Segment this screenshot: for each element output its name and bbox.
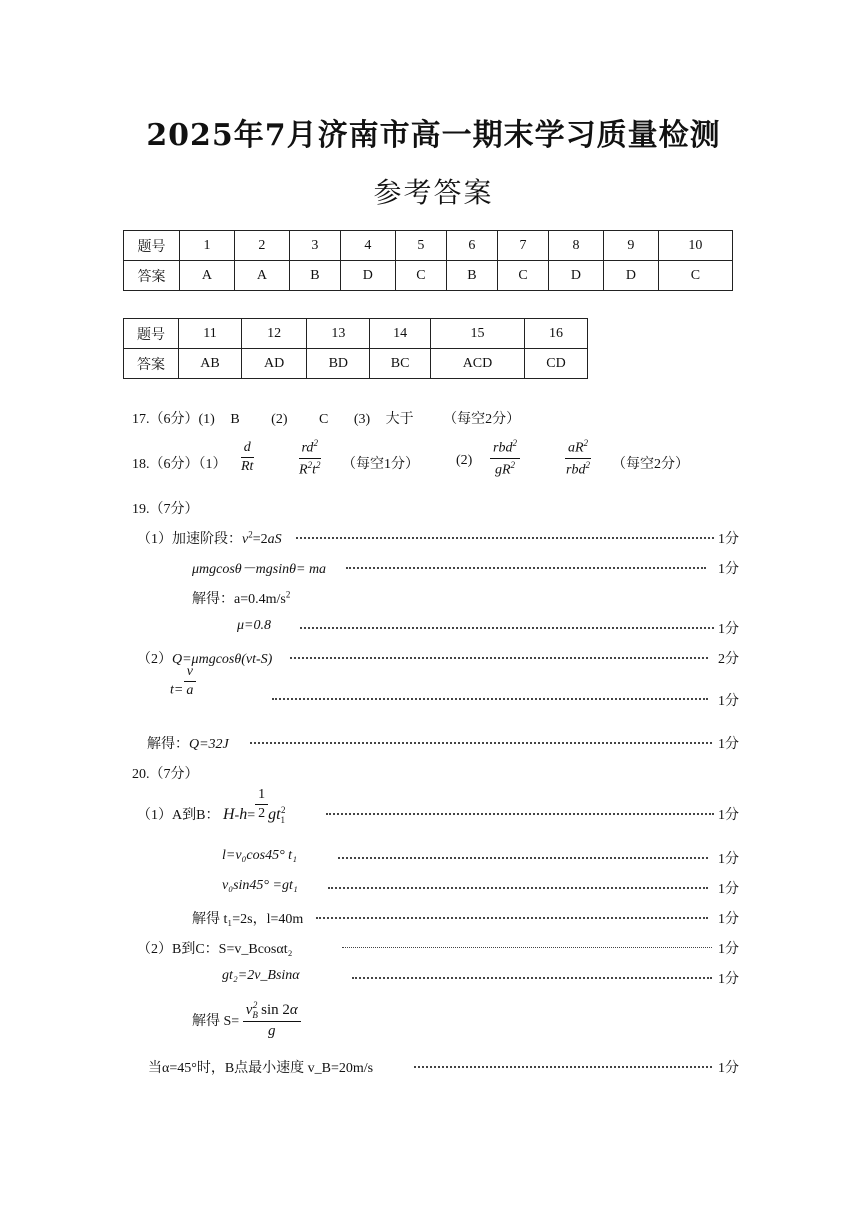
table-cell: 11 [179,319,242,349]
leader-dots [346,567,706,569]
table-cell: 9 [603,231,658,261]
table-cell: C [497,261,548,291]
leader-dots [250,742,712,744]
q19-step-7-result: Q=32J [189,737,229,752]
table-cell: AB [179,349,242,379]
score: 1分 [718,808,739,823]
q19-step-5-formula: Q=μmgcosθ(vt-S) [172,652,273,667]
table-cell: C [395,261,446,291]
table-cell: D [340,261,395,291]
table-cell: D [603,261,658,291]
score: 2分 [718,652,739,667]
q19-step-7 [147,733,229,753]
table-cell: 15 [430,319,524,349]
q19-step-3-prefix: 解得： [192,592,234,607]
row-label: 答案 [124,261,180,291]
q19-step-1: （1）加速阶段：$v^2=2aS$ [137,529,282,547]
table-cell: ACD [430,349,524,379]
q18-formula-3: $\frac{rbd^2}{gR^2}$ [490,438,520,478]
q18-formula-4: $\frac{aR^2}{rbd^2}$ [566,438,590,478]
q17-part-2: (2) [271,412,288,427]
score: 1分 [718,737,739,752]
q19-step-3-value: a=0.4m/s [234,592,286,607]
table-cell: 14 [370,319,431,349]
leader-dots [316,917,708,919]
q17-note: （每空2分） [443,412,521,427]
q17-answer-2: C [319,412,329,427]
leader-dots [414,1066,712,1068]
score: 1分 [718,852,739,867]
q20-step-1-prefix: （1）A到B： [137,808,220,823]
q20-step-1: （1）A到B： H-h= $\frac{1}{2}$ $gt_1^2$ [137,787,286,825]
q20-step-2: l=v₀cos45° t₁ [222,848,297,863]
row-label: 答案 [124,349,179,379]
q19-step-2: μmgcosθ－mgsinθ= ma [192,562,327,577]
q19-step-1-prefix: （1）加速阶段： [137,532,242,547]
leader-dots [338,857,708,859]
score: 1分 [718,562,739,577]
q17-answer-1: B [230,412,240,427]
page-subtitle: 参考答案 [373,176,494,209]
leader-dots [290,657,708,659]
q17-part-3: (3) [353,412,371,427]
score: 1分 [718,882,739,897]
table-cell: A [234,261,289,291]
q20-step-5: （2）B到C：S=v_Bcosαt₂ [137,942,293,957]
table-cell: 1 [180,231,235,261]
answer-table-2 [123,318,588,379]
q18-part-2: (2) [456,453,473,468]
q17-answer-3: 大于 [385,412,414,427]
table-cell: 6 [446,231,497,261]
q20-label: 20.（7分） [132,767,199,782]
answer-table-1 [123,230,733,291]
table-row [124,261,733,291]
table-cell: BC [370,349,431,379]
q19-label: 19.（7分） [132,502,199,517]
score: 1分 [718,532,739,547]
q20-step-8: 当α=45°时，B点最小速度 v_B=20m/s [148,1061,374,1076]
score: 1分 [718,942,739,957]
q20-step-6: gt₂=2v_Bsinα [222,968,300,983]
table-cell: 2 [234,231,289,261]
leader-dots [328,887,708,889]
q18-note-2: （每空2分） [612,457,689,472]
q19-step-3: 解得：$a=0.4m/s^2$ [192,589,291,607]
q17-line [132,408,520,428]
q18-formula-1: $\frac{d}{Rt}$ [241,440,254,474]
leader-dots [300,627,714,629]
q20-step-3: v₀sin45° =gt₁ [222,878,298,893]
table-cell: 10 [658,231,732,261]
q18-label: 18.（6分）（1） [132,457,227,472]
table-cell: 12 [241,319,306,349]
score: 1分 [718,972,739,987]
q19-step-6-prefix: t= [170,682,184,698]
score: 1分 [718,694,739,709]
leader-dots [326,813,714,815]
score: 1分 [718,1061,739,1076]
q18-formula-2: $\frac{rd^2}{R^2t^2}$ [299,438,321,478]
q18-note-1: （每空1分） [342,457,419,472]
table-cell: 16 [525,319,588,349]
q20-step-7-prefix: 解得 S= [192,1014,240,1029]
q20-step-4: 解得 t₁=2s，l=40m [192,912,304,927]
q19-step-5 [137,648,272,668]
leader-dots [272,698,708,700]
leader-dots [296,537,714,539]
row-label: 题号 [124,319,179,349]
table-cell: 8 [549,231,604,261]
table-cell: 4 [340,231,395,261]
table-cell: D [549,261,604,291]
table-cell: AD [241,349,306,379]
table-row [124,231,733,261]
table-cell: 7 [497,231,548,261]
table-cell: BD [307,349,370,379]
q19-step-5-prefix: （2） [137,652,172,667]
table-cell: C [658,261,732,291]
q20-step-7: 解得 S= $\frac{v_B^2 \sin 2\alpha}{g}$ [192,1000,301,1040]
score: 1分 [718,622,739,637]
q19-step-4: μ=0.8 [237,618,271,633]
table-row [124,349,588,379]
leader-dots [352,977,712,979]
table-row [124,319,588,349]
table-cell: A [180,261,235,291]
row-label: 题号 [124,231,180,261]
score: 1分 [718,912,739,927]
table-cell: 3 [289,231,340,261]
table-cell: B [289,261,340,291]
page-title: 2025年7月济南市高一期末学习质量检测 [146,118,721,153]
table-cell: 5 [395,231,446,261]
q19-step-7-prefix: 解得： [147,737,189,752]
table-cell: 13 [307,319,370,349]
leader-dots [342,947,712,948]
q17-label: 17.（6分）(1) [132,412,215,427]
q19-step-6: t= $\frac{v}{a}$ [170,682,196,699]
table-cell: CD [525,349,588,379]
table-cell: B [446,261,497,291]
